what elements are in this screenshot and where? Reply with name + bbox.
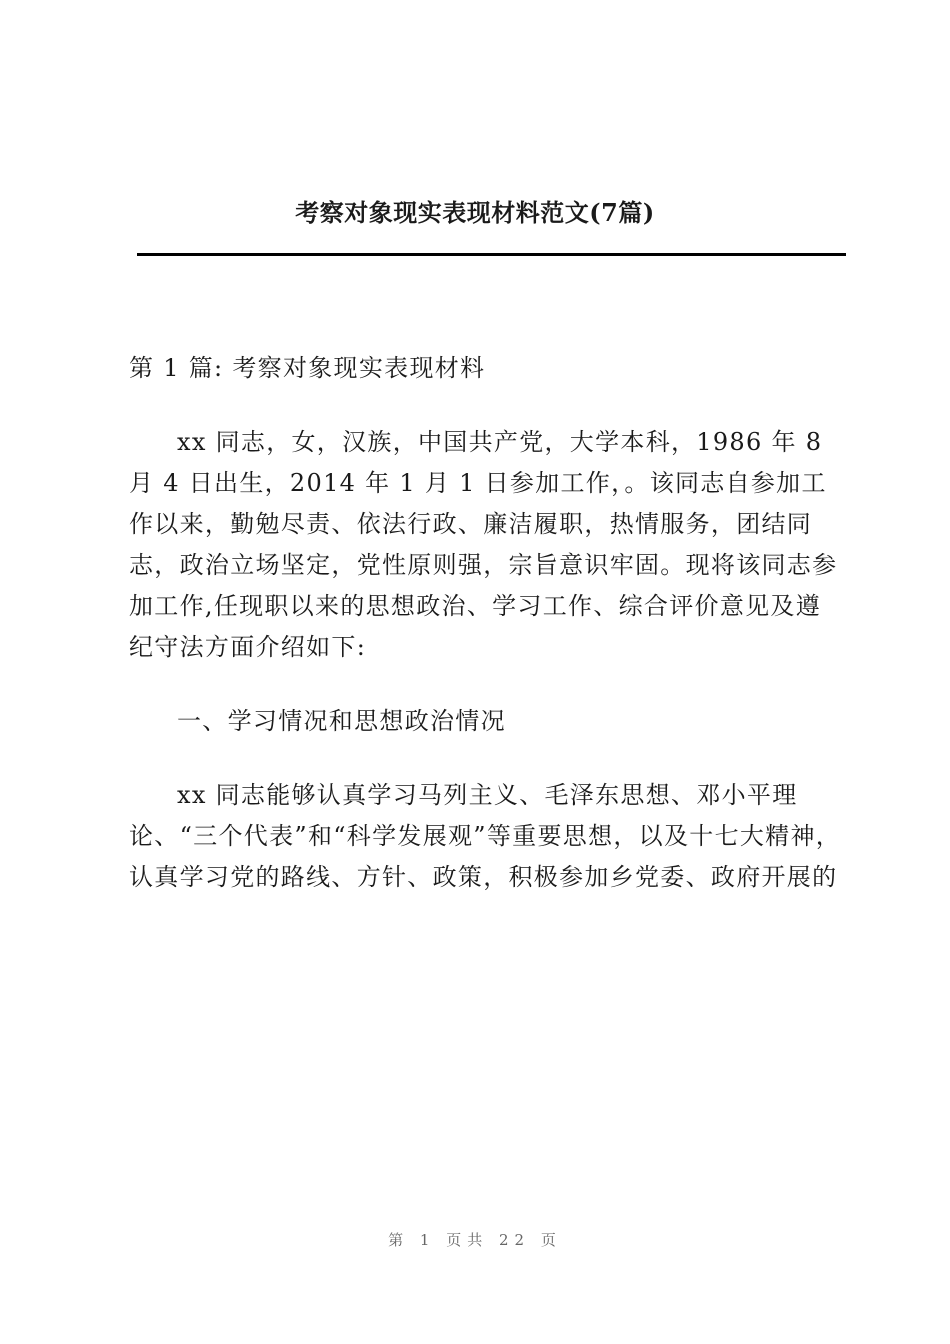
paragraph-subheading: 一、学习情况和思想政治情况 — [177, 707, 506, 735]
section-heading: 第 1 篇: 考察对象现实表现材料 — [129, 354, 486, 382]
page-number-footer: 第 1 页共 22 页 — [388, 1231, 562, 1249]
paragraph-intro: xx 同志，女，汉族，中国共产党，大学本科，1986 年 8 月 4 日出生，2014 年 1 月 1 日参加工作，。该同志自参加工作以来，勤勉尽责、依法行政、廉洁履职，热情服务，团结同志，政治立场坚定，党性原则强，宗旨意识牢固。现将该同志参加工作,任现职以来的思想政治、学习工作、综合评价意见及遵纪守法方面介绍如下: — [129, 428, 838, 661]
document-title: 考察对象现实表现材料范文(7篇) — [295, 198, 655, 227]
document-body — [129, 348, 845, 931]
title-divider — [137, 253, 846, 256]
paragraph-study: xx 同志能够认真学习马列主义、毛泽东思想、邓小平理论、“三个代表”和“科学发展观”等重要思想，以及十七大精神，认真学习党的路线、方针、政策，积极参加乡党委、政府开展的 — [129, 781, 842, 891]
